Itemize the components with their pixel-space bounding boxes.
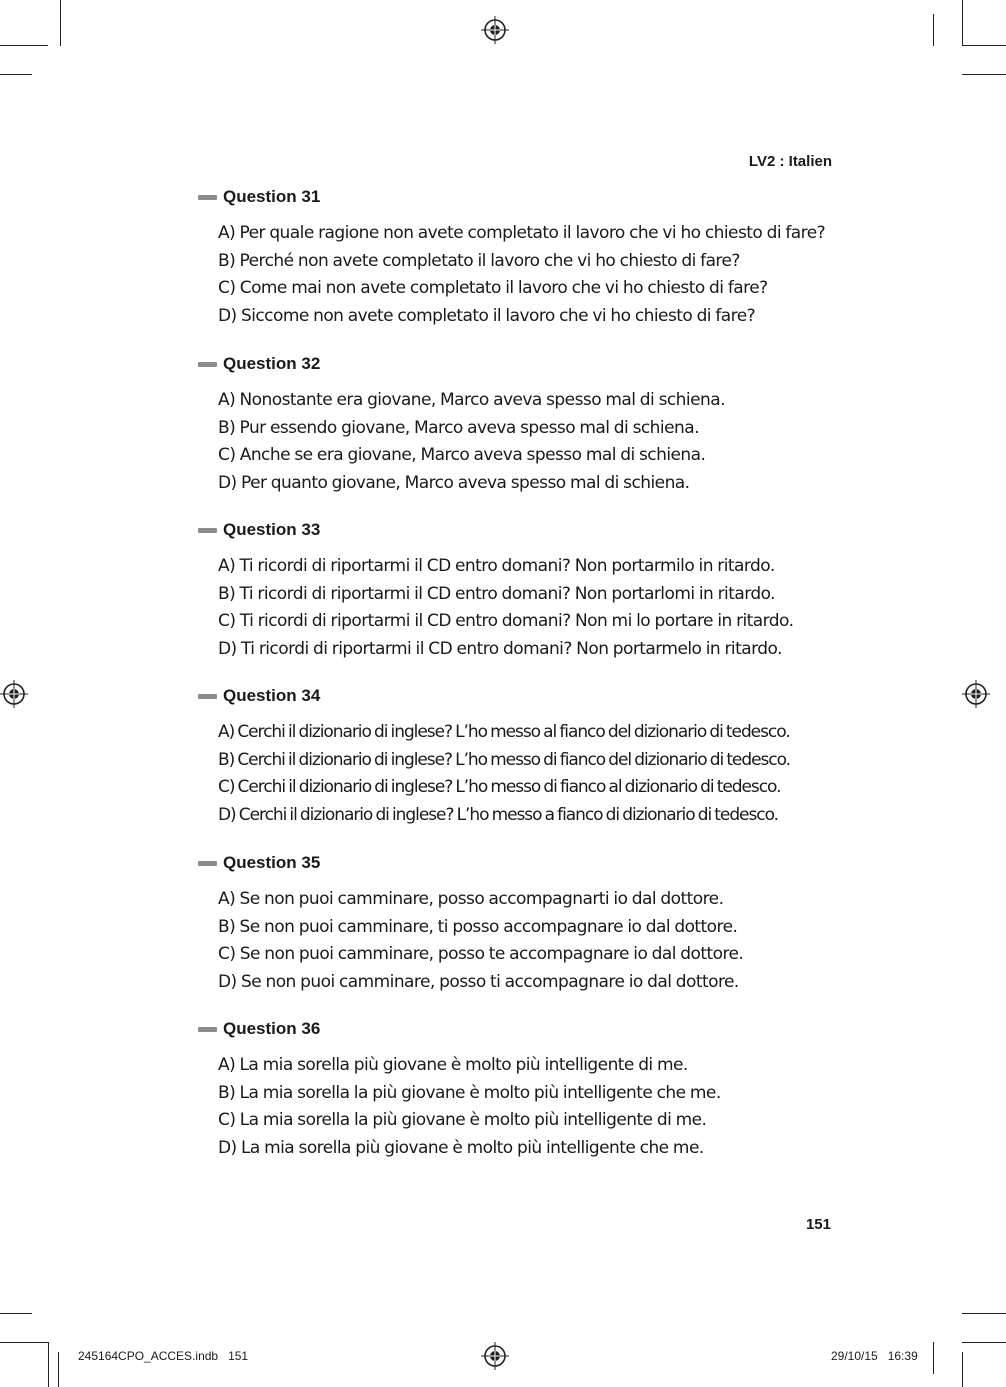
option-c: C) Ti ricordi di riportarmi il CD entro domani? Non mi lo portare in ritardo.	[218, 611, 794, 631]
option-a: A) Nonostante era giovane, Marco aveva spesso mal di schiena.	[218, 390, 725, 410]
option-c: C) La mia sorella la più giovane è molto più intelligente di me.	[218, 1110, 707, 1130]
dash-bar-icon	[198, 861, 217, 866]
option-d: D) Cerchi il dizionario di inglese? L’ho messo a fianco di dizionario di tedesco.	[218, 804, 778, 825]
crop-mark	[933, 14, 934, 46]
question-title	[198, 519, 320, 541]
question-title	[198, 852, 320, 874]
crop-mark	[0, 74, 32, 75]
option-a: A) Cerchi il dizionario di inglese? L’ho messo al fianco del dizionario di tedesco.	[218, 722, 790, 742]
question-title	[198, 685, 320, 707]
option-c: C) Anche se era giovane, Marco aveva spesso mal di schiena.	[218, 445, 706, 465]
crop-mark	[962, 1352, 963, 1387]
option-b: B) Pur essendo giovane, Marco aveva spesso mal di schiena.	[218, 417, 699, 438]
crop-mark	[962, 0, 963, 46]
dash-bar-icon	[198, 362, 217, 367]
footer-datetime: 29/10/15 16:39	[831, 1349, 918, 1363]
crop-mark	[58, 1352, 59, 1387]
crop-mark	[60, 0, 61, 46]
question-label: Question 31	[223, 187, 321, 206]
option-c: C) Cerchi il dizionario di inglese? L’ho messo di fianco al dizionario di tedesco.	[218, 777, 781, 797]
dash-bar-icon	[198, 1027, 217, 1032]
options-list	[218, 553, 848, 663]
dash-bar-icon	[198, 528, 217, 533]
crop-mark	[962, 1313, 1006, 1314]
crop-mark	[933, 1342, 934, 1374]
crosshair-target-icon	[0, 680, 28, 708]
question-title	[198, 1018, 320, 1040]
option-a: A) Per quale ragione non avete completato il lavoro che vi ho chiesto di fare?	[218, 223, 826, 243]
options-list	[218, 719, 848, 829]
footer-file-info: 245164CPO_ACCES.indb 151	[78, 1349, 249, 1363]
question-title	[198, 186, 320, 208]
question-label: Question 35	[223, 853, 321, 872]
option-b: B) Se non puoi camminare, ti posso accompagnare io dal dottore.	[218, 916, 738, 937]
option-a: A) La mia sorella più giovane è molto più intelligente di me.	[218, 1055, 688, 1075]
option-a: A) Se non puoi camminare, posso accompagnarti io dal dottore.	[218, 889, 724, 909]
crop-mark	[962, 1342, 1006, 1343]
crosshair-target-icon	[962, 680, 990, 708]
question-label: Question 32	[223, 354, 321, 373]
crosshair-target-icon	[481, 1342, 509, 1370]
crop-mark	[0, 1313, 32, 1314]
crosshair-target-icon	[481, 16, 509, 44]
question-label: Question 36	[223, 1019, 321, 1038]
crop-mark	[48, 1342, 49, 1387]
option-c: C) Come mai non avete completato il lavoro che vi ho chiesto di fare?	[218, 278, 768, 298]
question-title	[198, 353, 320, 375]
options-list	[218, 886, 848, 996]
option-d: D) Siccome non avete completato il lavoro che vi ho chiesto di fare?	[218, 305, 756, 326]
crop-mark	[0, 45, 48, 46]
dash-bar-icon	[198, 694, 217, 699]
option-b: B) La mia sorella la più giovane è molto più intelligente che me.	[218, 1082, 721, 1103]
option-d: D) Se non puoi camminare, posso ti accompagnare io dal dottore.	[218, 971, 739, 992]
page-number: 151	[805, 1216, 831, 1233]
options-list	[218, 220, 848, 330]
question-label: Question 33	[223, 520, 321, 539]
option-c: C) Se non puoi camminare, posso te accompagnare io dal dottore.	[218, 944, 744, 964]
crop-mark	[962, 74, 1006, 75]
option-a: A) Ti ricordi di riportarmi il CD entro domani? Non portarmilo in ritardo.	[218, 556, 775, 576]
option-b: B) Ti ricordi di riportarmi il CD entro domani? Non portarlomi in ritardo.	[218, 583, 776, 604]
crop-mark	[962, 45, 1006, 46]
option-d: D) Ti ricordi di riportarmi il CD entro domani? Non portarmelo in ritardo.	[218, 638, 782, 659]
option-b: B) Cerchi il dizionario di inglese? L’ho messo di fianco del dizionario di tedesco.	[218, 749, 791, 770]
question-label: Question 34	[223, 686, 321, 705]
section-header: LV2 : Italien	[748, 153, 832, 170]
options-list	[218, 387, 848, 497]
crop-mark	[0, 1342, 48, 1343]
option-b: B) Perché non avete completato il lavoro che vi ho chiesto di fare?	[218, 250, 740, 271]
option-d: D) Per quanto giovane, Marco aveva spesso mal di schiena.	[218, 472, 690, 493]
option-d: D) La mia sorella più giovane è molto più intelligente che me.	[218, 1137, 704, 1158]
dash-bar-icon	[198, 195, 217, 200]
options-list	[218, 1052, 848, 1162]
